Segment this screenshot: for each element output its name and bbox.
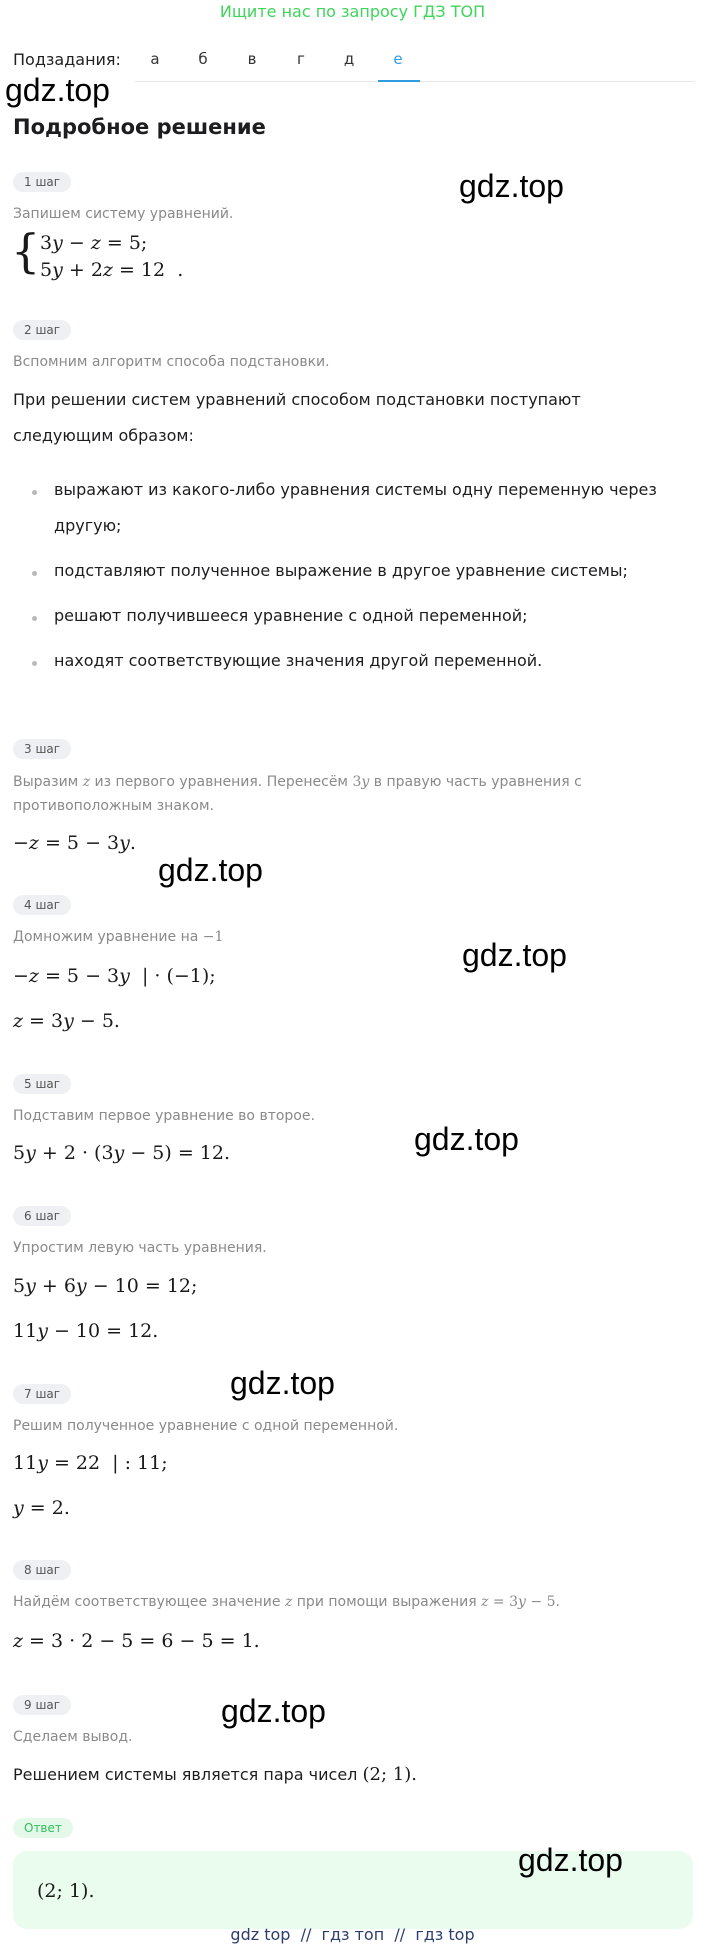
watermark: gdz.top: [221, 1693, 326, 1729]
subtasks-label: Подзадания:: [13, 50, 121, 69]
tab-subtask-g[interactable]: г: [297, 50, 305, 68]
step-badge: 7 шаг: [13, 1384, 71, 1404]
equation: −z = 5 − 3y | · (−1);: [13, 965, 216, 987]
equation: 11y = 22 | : 11;: [13, 1452, 168, 1474]
page-title: Подробное решение: [13, 115, 266, 139]
watermark: gdz.top: [459, 168, 564, 204]
conclusion: Решением системы является пара чисел (2; 1).: [13, 1764, 417, 1785]
equation: 3y − z = 5;: [40, 232, 148, 254]
step-hint: Подставим первое уравнение во второе.: [13, 1108, 315, 1124]
tab-subtask-a[interactable]: а: [150, 50, 160, 68]
footer-link[interactable]: гдз топ: [321, 1925, 385, 1944]
step-badge: 4 шаг: [13, 895, 71, 915]
step-hint: Решим полученное уравнение с одной переменной.: [13, 1418, 399, 1434]
equation: z = 3y − 5.: [13, 1010, 120, 1032]
tab-subtask-e[interactable]: е: [393, 50, 403, 68]
equation: 11y − 10 = 12.: [13, 1320, 159, 1342]
step-badge: 6 шаг: [13, 1206, 71, 1226]
paragraph: При решении систем уравнений способом подстановки поступают: [13, 390, 581, 409]
list-item: подставляют полученное выражение в другое уравнение системы;: [54, 561, 628, 580]
answer-badge: Ответ: [13, 1818, 73, 1838]
step-hint: Сделаем вывод.: [13, 1729, 133, 1745]
list-item: выражают из какого-либо уравнения системы одну переменную через: [54, 480, 657, 499]
watermark: gdz.top: [462, 937, 567, 973]
step-hint: Выразим z из первого уравнения. Перенесём 3y в правую часть уравнения с: [13, 774, 582, 790]
watermark: gdz.top: [158, 852, 263, 888]
step-hint: Упростим левую часть уравнения.: [13, 1240, 267, 1256]
footer-separator: //: [394, 1925, 406, 1944]
equation: 5y + 2 · (3y − 5) = 12.: [13, 1142, 230, 1164]
list-item: решают получившееся уравнение с одной переменной;: [54, 606, 528, 625]
watermark: gdz.top: [5, 72, 110, 108]
tab-subtask-b[interactable]: б: [198, 50, 208, 68]
step-hint: Домножим уравнение на −1: [13, 929, 224, 945]
step-badge: 2 шаг: [13, 320, 71, 340]
step-hint: Найдём соответствующее значение z при помощи выражения z = 3y − 5.: [13, 1594, 560, 1610]
equation: y = 2.: [13, 1497, 70, 1519]
equation: z = 3 · 2 − 5 = 6 − 5 = 1.: [13, 1630, 260, 1652]
system-brace: {: [11, 224, 41, 278]
equation: 5y + 6y − 10 = 12;: [13, 1275, 198, 1297]
list-item: находят соответствующие значения другой переменной.: [54, 651, 543, 670]
step-hint: Вспомним алгоритм способа подстановки.: [13, 354, 330, 370]
answer-value: (2; 1).: [37, 1880, 95, 1902]
step-hint: Запишем систему уравнений.: [13, 206, 234, 222]
watermark: gdz.top: [230, 1365, 335, 1401]
step-badge: 9 шаг: [13, 1695, 71, 1715]
footer-link[interactable]: gdz top: [230, 1925, 291, 1944]
footer-links: [0, 1925, 705, 1944]
search-banner: Ищите нас по запросу ГДЗ ТОП: [219, 2, 486, 21]
equation: −z = 5 − 3y.: [13, 832, 136, 854]
paragraph: следующим образом:: [13, 426, 194, 445]
watermark: gdz.top: [414, 1121, 519, 1157]
footer-separator: //: [300, 1925, 312, 1944]
step-badge: 1 шаг: [13, 172, 71, 192]
step-badge: 3 шаг: [13, 739, 71, 759]
subtask-tabs: [135, 44, 695, 82]
watermark: gdz.top: [518, 1842, 623, 1878]
step-badge: 8 шаг: [13, 1560, 71, 1580]
tab-subtask-d[interactable]: д: [343, 50, 355, 68]
tab-subtask-v[interactable]: в: [247, 50, 257, 68]
step-badge: 5 шаг: [13, 1074, 71, 1094]
equation: 5y + 2z = 12 .: [40, 259, 184, 281]
list-item-continuation: другую;: [54, 516, 122, 535]
active-tab-indicator: [378, 80, 420, 82]
footer-link[interactable]: гдз top: [415, 1925, 475, 1944]
step-hint: противоположным знаком.: [13, 798, 214, 814]
